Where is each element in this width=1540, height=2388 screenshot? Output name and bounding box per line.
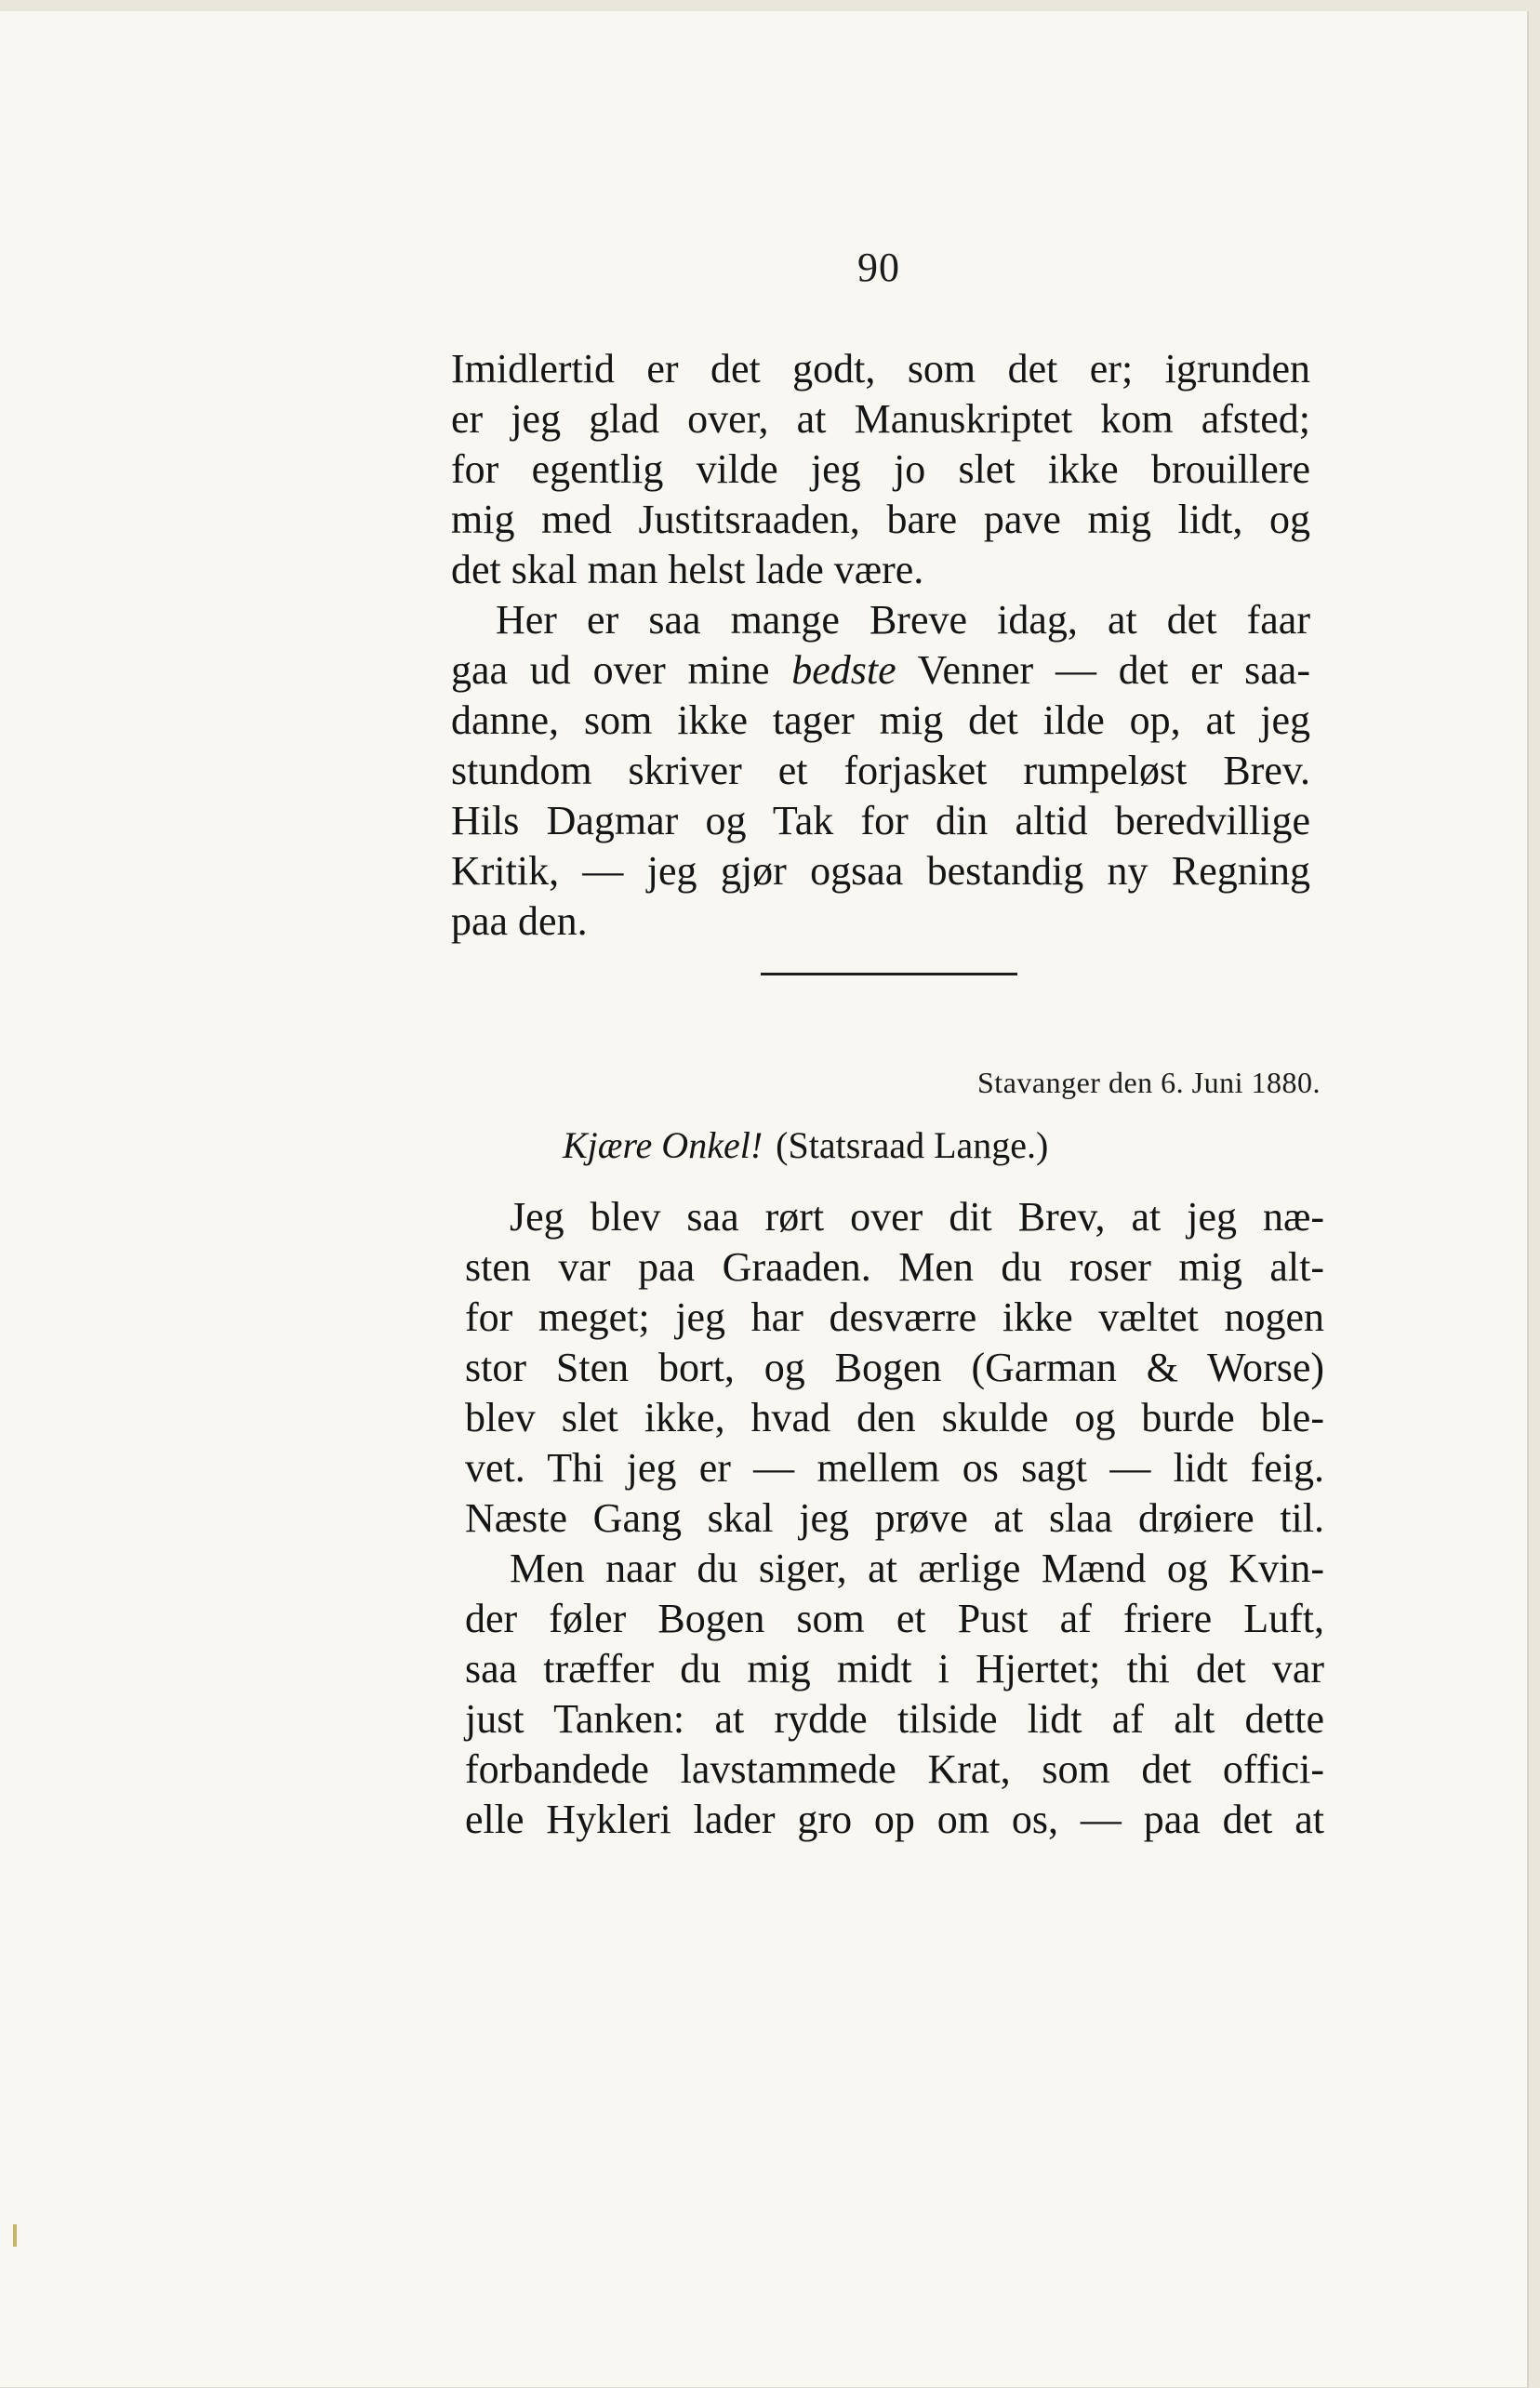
text-fragment: gaa ud over mine	[451, 647, 792, 693]
text-line: Her er saa mange Breve idag, at det faar	[496, 597, 1310, 643]
text-line: Jeg blev saa rørt over dit Brev, at jeg næ-	[510, 1194, 1324, 1240]
text-line: sten var paa Graaden. Men du roser mig alt-	[465, 1244, 1324, 1290]
letter-dateline: Stavanger den 6. Juni 1880.	[977, 1066, 1321, 1099]
text-line: Imidlertid er det godt, som det er; igrunden	[451, 346, 1310, 391]
scan-mark	[13, 2224, 17, 2247]
text-line: Men naar du siger, at ærlige Mænd og Kvin-	[510, 1546, 1324, 1591]
text-line: just Tanken: at rydde tilside lidt af alt dette	[465, 1696, 1324, 1742]
page-number: 90	[857, 245, 900, 290]
text-line: er jeg glad over, at Manuskriptet kom afsted;	[451, 396, 1310, 442]
text-line: stundom skriver et forjasket rumpeløst Brev.	[451, 748, 1310, 793]
text-line: Hils Dagmar og Tak for din altid beredvillige	[451, 798, 1310, 843]
text-line: elle Hykleri lader gro op om os, — paa det at	[465, 1797, 1324, 1842]
text-line	[451, 645, 1310, 696]
text-line: Kritik, — jeg gjør ogsaa bestandig ny Regning	[451, 848, 1310, 894]
letter-body	[465, 1192, 1324, 1845]
letter-continuation	[451, 344, 1310, 947]
text-line: stor Sten bort, og Bogen (Garman & Worse)	[465, 1345, 1324, 1390]
text-line: for meget; jeg har desværre ikke væltet nogen	[465, 1294, 1324, 1340]
text-line: der føler Bogen som et Pust af friere Luft,	[465, 1596, 1324, 1641]
recipient-note: (Statsraad Lange.)	[776, 1124, 1049, 1166]
text-line: vet. Thi jeg er — mellem os sagt — lidt feig.	[465, 1445, 1324, 1491]
text-line: forbandede lavstammede Krat, som det offici-	[465, 1746, 1324, 1792]
paragraph	[465, 1192, 1324, 1544]
text-line: saa træffer du mig midt i Hjertet; thi det var	[465, 1646, 1324, 1692]
greeting: Kjære Onkel!	[563, 1124, 763, 1166]
letter-salutation	[563, 1123, 1048, 1167]
text-line: for egentlig vilde jeg jo slet ikke brouillere	[451, 446, 1310, 492]
text-line: Næste Gang skal jeg prøve at slaa drøiere til.	[465, 1495, 1324, 1541]
text-fragment: Venner — det er saa-	[896, 647, 1310, 693]
paragraph	[451, 595, 1310, 947]
text-line: danne, som ikke tager mig det ilde op, at jeg	[451, 697, 1310, 743]
text-line: blev slet ikke, hvad den skulde og burde ble-	[465, 1395, 1324, 1440]
paragraph	[465, 1544, 1324, 1845]
text-line: det skal man helst lade være.	[451, 547, 924, 592]
emphasized-word: bedste	[791, 647, 896, 693]
text-line: mig med Justitsraaden, bare pave mig lidt, og	[451, 497, 1310, 542]
section-divider	[761, 973, 1017, 975]
paragraph	[451, 344, 1310, 595]
text-line: paa den.	[451, 898, 588, 944]
